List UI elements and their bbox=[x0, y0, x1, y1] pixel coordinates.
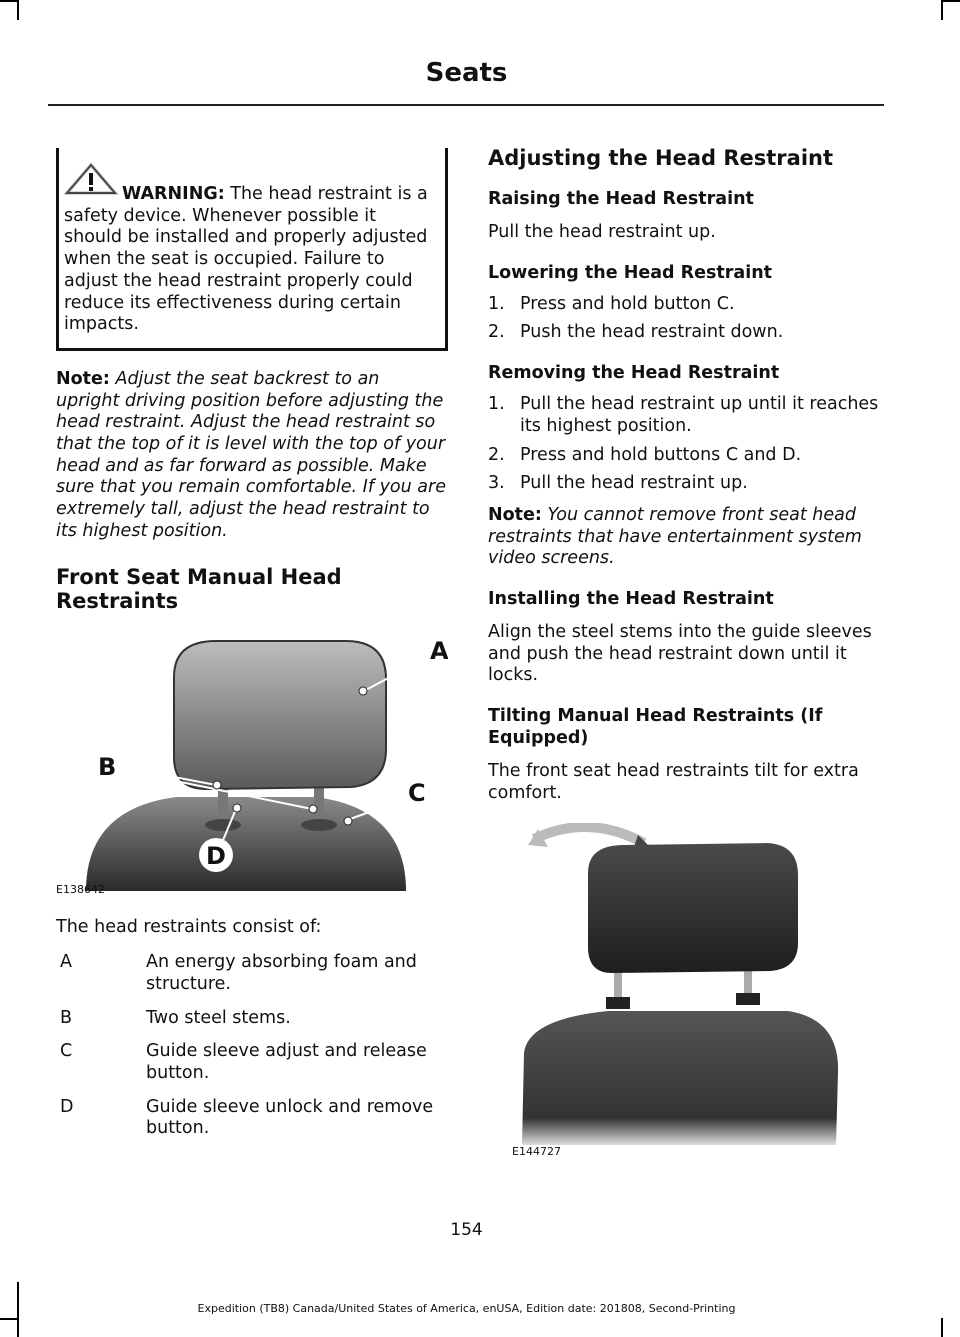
crop-mark bbox=[941, 1318, 943, 1337]
raising-text: Pull the head restraint up. bbox=[488, 222, 716, 242]
crop-mark bbox=[0, 0, 18, 2]
callout-d: D bbox=[206, 841, 226, 870]
head-restraint-illustration bbox=[56, 629, 448, 891]
left-column bbox=[56, 148, 448, 1140]
note-label: Note: bbox=[488, 504, 542, 525]
callout-b: B bbox=[98, 752, 117, 781]
section-heading-front-seat: Front Seat Manual Head Restraints bbox=[56, 564, 342, 613]
parts-list bbox=[56, 952, 448, 1140]
lowering-steps bbox=[488, 294, 884, 344]
subheading-tilting: Tilting Manual Head Restraints (If Equipped) bbox=[488, 706, 823, 749]
removing-steps bbox=[488, 394, 884, 495]
warning-box bbox=[56, 148, 448, 351]
page-footer: Expedition (TB8) Canada/United States of America, enUSA, Edition date: 201808, Second-Printing bbox=[197, 1302, 736, 1315]
note-entertainment bbox=[488, 505, 884, 570]
figure-id: E138642 bbox=[56, 882, 105, 896]
figure-tilting-head-restraint bbox=[488, 823, 884, 1158]
page-number: 154 bbox=[450, 1220, 483, 1240]
list-item: C Guide sleeve adjust and release button. bbox=[60, 1041, 427, 1084]
right-column bbox=[488, 146, 884, 1158]
list-item: D Guide sleeve unlock and remove button. bbox=[60, 1096, 434, 1139]
note-label: Note: bbox=[56, 368, 110, 389]
list-item: 1. Pull the head restraint up until it reaches its highest position. bbox=[488, 394, 879, 436]
warning-label: WARNING: bbox=[122, 184, 225, 204]
list-item: 2. Press and hold buttons C and D. bbox=[488, 444, 802, 465]
figure-id: E144727 bbox=[512, 1144, 561, 1158]
consist-intro: The head restraints consist of: bbox=[56, 916, 322, 937]
crop-mark bbox=[0, 1318, 18, 1320]
tilting-head-restraint-illustration bbox=[488, 823, 884, 1153]
warning-text: The head restraint is a safety device. Whenever possible it should be installed and properly adjusted when the seat is occupied. Failure to adjust the head restraint properly could reduce its effectiveness during certain impacts. bbox=[64, 184, 428, 335]
note-text: Adjust the seat backrest to an upright driving position before adjusting the head restraint. Adjust the head restraint so that the top of it is level with the top of your head and as far forward as possible. Make sure that you remain comfortable. If you are extremely tall, adjust the head restraint to its highest position. bbox=[56, 368, 446, 541]
note-text: You cannot remove front seat head restraints that have entertainment system video screens. bbox=[488, 504, 862, 569]
note-seat-backrest bbox=[56, 369, 448, 543]
crop-mark bbox=[17, 0, 19, 20]
page-title: Seats bbox=[425, 58, 508, 88]
warning-triangle-icon bbox=[63, 162, 119, 203]
list-item: 1. Press and hold button C. bbox=[488, 293, 735, 314]
crop-mark bbox=[941, 0, 943, 20]
subheading-lowering: Lowering the Head Restraint bbox=[488, 262, 773, 283]
installing-text: Align the steel stems into the guide sleeves and push the head restraint down until it locks. bbox=[488, 622, 872, 686]
subheading-removing: Removing the Head Restraint bbox=[488, 363, 780, 384]
list-item: 2. Push the head restraint down. bbox=[488, 322, 784, 343]
tilting-text: The front seat head restraints tilt for extra comfort. bbox=[488, 761, 859, 803]
figure-head-restraint-parts bbox=[56, 629, 448, 896]
header-divider bbox=[48, 104, 884, 106]
section-heading-adjusting: Adjusting the Head Restraint bbox=[488, 146, 834, 170]
callout-a: A bbox=[430, 636, 448, 665]
list-item: A An energy absorbing foam and structure. bbox=[60, 952, 417, 994]
crop-mark bbox=[942, 0, 960, 2]
subheading-installing: Installing the Head Restraint bbox=[488, 589, 774, 610]
list-item: B Two steel stems. bbox=[60, 1007, 291, 1028]
subheading-raising: Raising the Head Restraint bbox=[488, 189, 754, 209]
list-item: 3. Pull the head restraint up. bbox=[488, 473, 748, 494]
callout-c: C bbox=[408, 778, 426, 807]
